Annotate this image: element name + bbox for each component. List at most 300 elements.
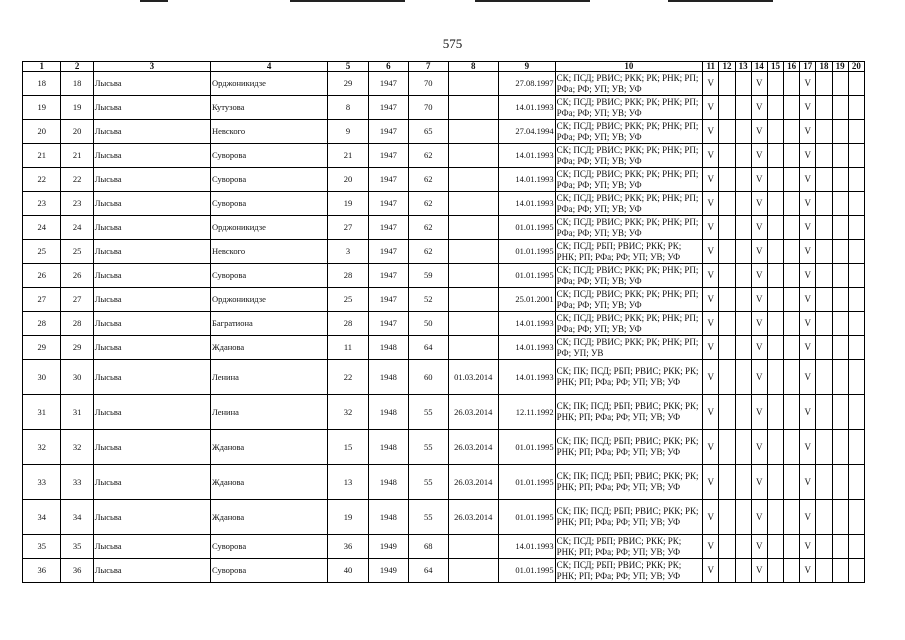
cell-col-13 [735,360,751,395]
house-number: 36 [328,535,368,559]
cell-col-20 [848,240,864,264]
check-mark-col-14: V [751,360,767,395]
check-mark-col-11: V [703,395,719,430]
row-number: 23 [23,192,61,216]
street-cell: Суворова [211,559,328,583]
house-number: 19 [328,500,368,535]
check-mark-col-11: V [703,240,719,264]
street-cell: Орджоникидзе [211,288,328,312]
survey-date [448,312,499,336]
check-mark-col-14: V [751,535,767,559]
cell-col-13 [735,120,751,144]
object-number: 32 [61,430,93,465]
cell-col-12 [719,120,735,144]
column-header-4: 4 [211,62,328,72]
street-cell: Багратиона [211,312,328,336]
table-row [23,144,865,168]
wear-percent: 62 [409,144,448,168]
cell-col-15 [767,264,783,288]
check-mark-col-11: V [703,72,719,96]
cell-col-16 [784,168,800,192]
wear-percent: 59 [409,264,448,288]
wear-percent: 65 [409,120,448,144]
survey-date [448,216,499,240]
row-number: 22 [23,168,61,192]
row-number: 29 [23,336,61,360]
cell-col-19 [832,72,848,96]
year-built: 1947 [368,240,408,264]
check-mark-col-11: V [703,96,719,120]
registration-date: 25.01.2001 [499,288,556,312]
check-mark-col-14: V [751,72,767,96]
cell-col-19 [832,336,848,360]
check-mark-col-17: V [800,360,816,395]
object-number: 18 [61,72,93,96]
column-header-13: 13 [735,62,751,72]
cell-col-16 [784,96,800,120]
services-codes: СК; ПК; ПСД; РБП; РВИС; РКК; РК; РНК; РП; РФа; РФ; УП; УВ; УФ [555,500,703,535]
house-number: 28 [328,312,368,336]
city-cell: Лысьва [93,336,210,360]
cell-col-13 [735,336,751,360]
cell-col-19 [832,192,848,216]
wear-percent: 64 [409,559,448,583]
house-number: 9 [328,120,368,144]
cell-col-12 [719,336,735,360]
cell-col-16 [784,144,800,168]
cell-col-12 [719,240,735,264]
survey-date [448,192,499,216]
cell-col-18 [816,288,832,312]
city-cell: Лысьва [93,216,210,240]
registration-date: 14.01.1993 [499,96,556,120]
row-number: 19 [23,96,61,120]
cell-col-18 [816,395,832,430]
cell-col-19 [832,312,848,336]
cell-col-16 [784,465,800,500]
cell-col-16 [784,559,800,583]
table-row [23,72,865,96]
street-cell: Суворова [211,168,328,192]
row-number: 25 [23,240,61,264]
survey-date: 26.03.2014 [448,395,499,430]
check-mark-col-14: V [751,264,767,288]
city-cell: Лысьва [93,360,210,395]
cell-col-12 [719,312,735,336]
cell-col-12 [719,430,735,465]
cell-col-18 [816,72,832,96]
wear-percent: 62 [409,216,448,240]
registration-date: 01.01.1995 [499,264,556,288]
house-number: 20 [328,168,368,192]
cell-col-12 [719,535,735,559]
cell-col-18 [816,430,832,465]
registration-date: 27.08.1997 [499,72,556,96]
survey-date [448,264,499,288]
cell-col-15 [767,360,783,395]
table-row [23,192,865,216]
cell-col-16 [784,72,800,96]
cell-col-15 [767,500,783,535]
wear-percent: 60 [409,360,448,395]
year-built: 1947 [368,96,408,120]
year-built: 1947 [368,144,408,168]
check-mark-col-11: V [703,144,719,168]
cell-col-16 [784,120,800,144]
cell-col-16 [784,500,800,535]
cell-col-19 [832,168,848,192]
top-rule-4 [668,0,773,2]
cell-col-18 [816,500,832,535]
services-codes: СК; ПСД; РБП; РВИС; РКК; РК; РНК; РП; РФа; РФ; УП; УВ; УФ [555,559,703,583]
street-cell: Жданова [211,430,328,465]
services-codes: СК; ПСД; РВИС; РКК; РК; РНК; РП; РФа; РФ; УП; УВ; УФ [555,288,703,312]
cell-col-18 [816,192,832,216]
cell-col-20 [848,535,864,559]
check-mark-col-17: V [800,559,816,583]
cell-col-15 [767,430,783,465]
registration-date: 14.01.1993 [499,535,556,559]
row-number: 32 [23,430,61,465]
check-mark-col-17: V [800,168,816,192]
services-codes: СК; ПСД; РБП; РВИС; РКК; РК; РНК; РП; РФа; РФ; УП; УВ; УФ [555,240,703,264]
services-codes: СК; ПСД; РВИС; РКК; РК; РНК; РП; РФа; РФ; УП; УВ; УФ [555,312,703,336]
cell-col-18 [816,465,832,500]
check-mark-col-14: V [751,465,767,500]
column-header-6: 6 [368,62,408,72]
cell-col-15 [767,120,783,144]
object-number: 30 [61,360,93,395]
table-row [23,500,865,535]
column-header-19: 19 [832,62,848,72]
registration-date: 01.01.1995 [499,559,556,583]
cell-col-13 [735,395,751,430]
check-mark-col-17: V [800,288,816,312]
cell-col-16 [784,360,800,395]
column-header-3: 3 [93,62,210,72]
check-mark-col-11: V [703,216,719,240]
city-cell: Лысьва [93,96,210,120]
cell-col-13 [735,240,751,264]
cell-col-12 [719,96,735,120]
services-codes: СК; ПК; ПСД; РБП; РВИС; РКК; РК; РНК; РП; РФа; РФ; УП; УВ; УФ [555,395,703,430]
cell-col-18 [816,120,832,144]
street-cell: Жданова [211,465,328,500]
wear-percent: 55 [409,430,448,465]
cell-col-15 [767,465,783,500]
cell-col-12 [719,264,735,288]
services-codes: СК; ПСД; РВИС; РКК; РК; РНК; РП; РФа; РФ; УП; УВ; УФ [555,72,703,96]
cell-col-16 [784,395,800,430]
house-number: 8 [328,96,368,120]
street-cell: Суворова [211,535,328,559]
column-header-20: 20 [848,62,864,72]
cell-col-19 [832,96,848,120]
cell-col-18 [816,96,832,120]
registration-date: 01.01.1995 [499,430,556,465]
cell-col-18 [816,535,832,559]
row-number: 21 [23,144,61,168]
wear-percent: 70 [409,72,448,96]
check-mark-col-14: V [751,216,767,240]
cell-col-13 [735,430,751,465]
check-mark-col-17: V [800,216,816,240]
check-mark-col-11: V [703,535,719,559]
street-cell: Жданова [211,500,328,535]
year-built: 1948 [368,465,408,500]
cell-col-13 [735,288,751,312]
street-cell: Кутузова [211,96,328,120]
check-mark-col-17: V [800,336,816,360]
registration-date: 01.01.1995 [499,240,556,264]
check-mark-col-11: V [703,168,719,192]
survey-date [448,144,499,168]
year-built: 1947 [368,120,408,144]
cell-col-12 [719,360,735,395]
cell-col-15 [767,72,783,96]
table-row [23,96,865,120]
table-row [23,430,865,465]
cell-col-13 [735,168,751,192]
cell-col-12 [719,500,735,535]
survey-date: 01.03.2014 [448,360,499,395]
table-row [23,535,865,559]
house-number: 32 [328,395,368,430]
cell-col-20 [848,96,864,120]
survey-date: 26.03.2014 [448,465,499,500]
cell-col-12 [719,192,735,216]
cell-col-19 [832,144,848,168]
cell-col-16 [784,312,800,336]
cell-col-15 [767,96,783,120]
table-row [23,312,865,336]
object-number: 23 [61,192,93,216]
object-number: 26 [61,264,93,288]
survey-date [448,288,499,312]
year-built: 1948 [368,500,408,535]
wear-percent: 62 [409,192,448,216]
survey-date: 26.03.2014 [448,500,499,535]
survey-date [448,559,499,583]
check-mark-col-14: V [751,500,767,535]
top-rule-2 [290,0,405,2]
check-mark-col-14: V [751,240,767,264]
cell-col-19 [832,240,848,264]
street-cell: Суворова [211,192,328,216]
check-mark-col-11: V [703,288,719,312]
cell-col-19 [832,120,848,144]
check-mark-col-17: V [800,240,816,264]
cell-col-20 [848,395,864,430]
cell-col-16 [784,430,800,465]
row-number: 18 [23,72,61,96]
year-built: 1947 [368,288,408,312]
row-number: 30 [23,360,61,395]
cell-col-12 [719,559,735,583]
cell-col-12 [719,168,735,192]
column-header-5: 5 [328,62,368,72]
cell-col-20 [848,216,864,240]
house-number: 15 [328,430,368,465]
object-number: 33 [61,465,93,500]
cell-col-13 [735,192,751,216]
cell-col-19 [832,535,848,559]
registration-date: 14.01.1993 [499,192,556,216]
city-cell: Лысьва [93,395,210,430]
house-number: 13 [328,465,368,500]
cell-col-20 [848,168,864,192]
check-mark-col-17: V [800,192,816,216]
column-header-7: 7 [409,62,448,72]
cell-col-13 [735,535,751,559]
registration-date: 01.01.1995 [499,465,556,500]
year-built: 1948 [368,336,408,360]
house-number: 28 [328,264,368,288]
city-cell: Лысьва [93,144,210,168]
cell-col-20 [848,312,864,336]
page-number: 575 [442,36,463,51]
row-number: 35 [23,535,61,559]
table-row [23,360,865,395]
cell-col-20 [848,288,864,312]
street-cell: Орджоникидзе [211,216,328,240]
cell-col-20 [848,192,864,216]
object-number: 27 [61,288,93,312]
city-cell: Лысьва [93,168,210,192]
cell-col-20 [848,264,864,288]
column-header-15: 15 [767,62,783,72]
street-cell: Жданова [211,336,328,360]
house-number: 25 [328,288,368,312]
check-mark-col-11: V [703,264,719,288]
column-header-17: 17 [800,62,816,72]
services-codes: СК; ПСД; РВИС; РКК; РК; РНК; РП; РФа; РФ; УП; УВ; УФ [555,168,703,192]
check-mark-col-14: V [751,312,767,336]
cell-col-15 [767,395,783,430]
cell-col-15 [767,535,783,559]
object-number: 29 [61,336,93,360]
year-built: 1948 [368,360,408,395]
cell-col-16 [784,264,800,288]
cell-col-13 [735,312,751,336]
services-codes: СК; ПК; ПСД; РБП; РВИС; РКК; РК; РНК; РП; РФа; РФ; УП; УВ; УФ [555,465,703,500]
column-header-18: 18 [816,62,832,72]
check-mark-col-14: V [751,559,767,583]
column-header-14: 14 [751,62,767,72]
check-mark-col-11: V [703,120,719,144]
cell-col-16 [784,192,800,216]
wear-percent: 64 [409,336,448,360]
check-mark-col-11: V [703,336,719,360]
top-rule-1 [140,0,168,2]
row-number: 34 [23,500,61,535]
city-cell: Лысьва [93,430,210,465]
services-codes: СК; ПСД; РБП; РВИС; РКК; РК; РНК; РП; РФа; РФ; УП; УВ; УФ [555,535,703,559]
registration-date: 14.01.1993 [499,144,556,168]
wear-percent: 55 [409,395,448,430]
check-mark-col-14: V [751,430,767,465]
column-header-12: 12 [719,62,735,72]
column-header-16: 16 [784,62,800,72]
year-built: 1947 [368,312,408,336]
cell-col-12 [719,395,735,430]
year-built: 1947 [368,168,408,192]
wear-percent: 62 [409,168,448,192]
survey-date [448,240,499,264]
table-row [23,288,865,312]
wear-percent: 68 [409,535,448,559]
check-mark-col-11: V [703,465,719,500]
table-row [23,120,865,144]
cell-col-18 [816,168,832,192]
cell-col-12 [719,288,735,312]
cell-col-12 [719,72,735,96]
table-row [23,264,865,288]
cell-col-12 [719,465,735,500]
header-row [23,62,865,72]
column-header-8: 8 [448,62,499,72]
street-cell: Ленина [211,395,328,430]
cell-col-13 [735,500,751,535]
cell-col-16 [784,336,800,360]
street-cell: Орджоникидзе [211,72,328,96]
object-number: 28 [61,312,93,336]
cell-col-20 [848,120,864,144]
table-row [23,559,865,583]
column-header-1: 1 [23,62,61,72]
survey-date: 26.03.2014 [448,430,499,465]
registration-date: 01.01.1995 [499,216,556,240]
city-cell: Лысьва [93,264,210,288]
cell-col-13 [735,216,751,240]
services-codes: СК; ПСД; РВИС; РКК; РК; РНК; РП; РФа; РФ; УП; УВ; УФ [555,144,703,168]
cell-col-19 [832,500,848,535]
check-mark-col-17: V [800,96,816,120]
cell-col-20 [848,336,864,360]
cell-col-18 [816,336,832,360]
house-number: 29 [328,72,368,96]
house-number: 21 [328,144,368,168]
cell-col-12 [719,144,735,168]
row-number: 36 [23,559,61,583]
object-number: 35 [61,535,93,559]
cell-col-19 [832,360,848,395]
house-number: 11 [328,336,368,360]
registration-date: 14.01.1993 [499,360,556,395]
row-number: 24 [23,216,61,240]
year-built: 1947 [368,216,408,240]
cell-col-18 [816,559,832,583]
check-mark-col-14: V [751,168,767,192]
street-cell: Невского [211,240,328,264]
cell-col-13 [735,465,751,500]
year-built: 1948 [368,430,408,465]
cell-col-15 [767,288,783,312]
year-built: 1947 [368,192,408,216]
cell-col-12 [719,216,735,240]
cell-col-18 [816,144,832,168]
cell-col-15 [767,559,783,583]
registration-date: 12.11.1992 [499,395,556,430]
table-body [23,72,865,583]
cell-col-18 [816,240,832,264]
top-rule-3 [475,0,590,2]
cell-col-20 [848,465,864,500]
cell-col-15 [767,144,783,168]
table-row [23,465,865,500]
registration-date: 01.01.1995 [499,500,556,535]
object-number: 25 [61,240,93,264]
